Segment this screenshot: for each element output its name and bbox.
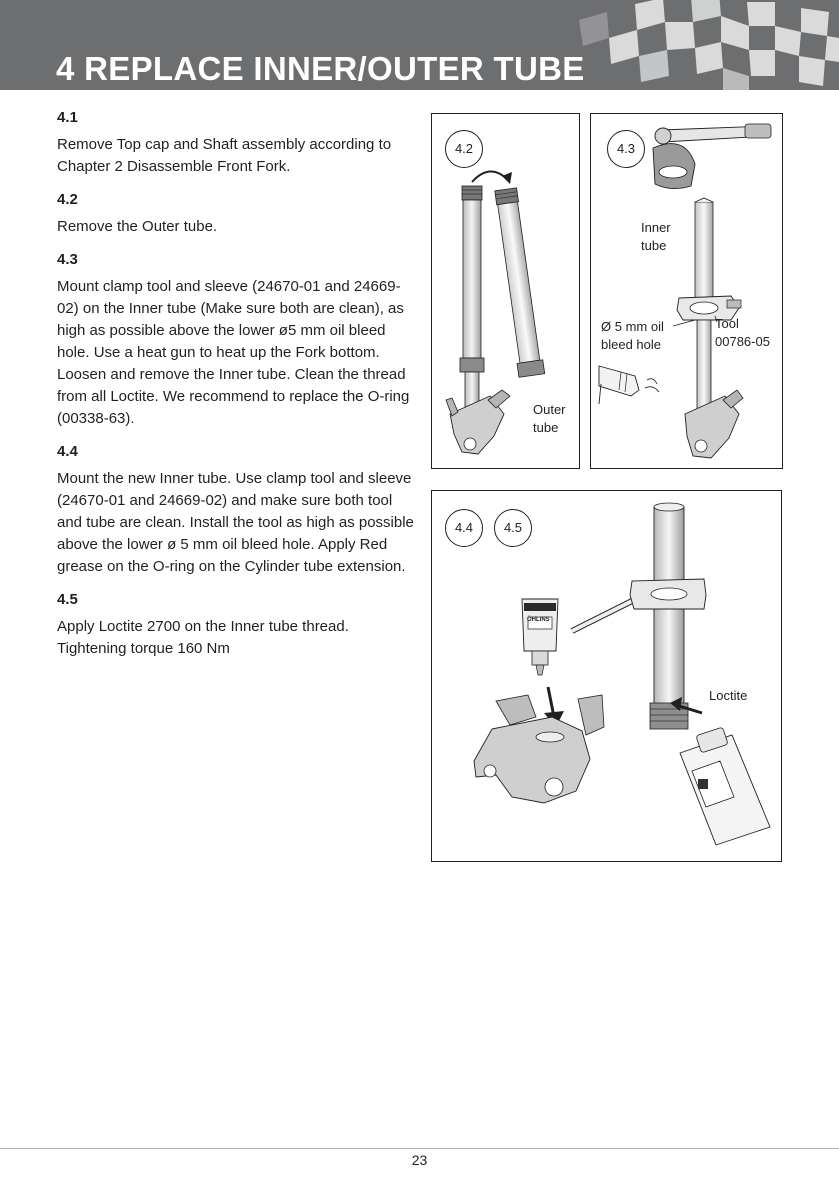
loctite-brand-label: ÖHLINS (527, 617, 550, 623)
step-text: Mount the new Inner tube. Use clamp tool and sleeve (24670-01 and 24669-02) and make sure both tool and tube are clean. Install the tool as high as possible above the lower ø 5 mm oil bleed hole. Apply Red grease on the O-ring on the Cylinder tube extension. (57, 470, 414, 575)
step-badge: 4.4 (445, 509, 483, 547)
step-number: 4.3 (57, 251, 78, 268)
outer-tube-label: Outer (533, 402, 566, 417)
tool-label: Tool (715, 316, 739, 331)
step-4-2 (57, 190, 415, 238)
step-4-5 (57, 590, 415, 660)
loctite-application-illustration (432, 491, 781, 861)
page-title: 4 REPLACE INNER/OUTER TUBE (56, 50, 585, 87)
step-number: 4.2 (57, 191, 78, 208)
step-text: Remove Top cap and Shaft assembly according to Chapter 2 Disassemble Front Fork. (57, 136, 392, 175)
bleed-hole-label: bleed hole (601, 337, 661, 352)
inner-tube-label: Inner (641, 220, 671, 235)
step-badge: 4.5 (494, 509, 532, 547)
page-number: 23 (411, 1152, 428, 1168)
step-4-3 (57, 250, 415, 430)
bleed-hole-label: Ø 5 mm oil (601, 319, 664, 334)
step-badge: 4.2 (445, 130, 483, 168)
step-text: Mount clamp tool and sleeve (24670-01 and 24669-02) on the Inner tube (Make sure both are clean), as high as possible above the lower ø5 mm oil bleed hole. Use a heat gun to heat up the Fork bottom. Loosen and remove the Inner tube. Clean the thread from all Loctite. We recommend to replace the O-ring (00338-63). (57, 278, 410, 427)
step-4-4 (57, 442, 415, 578)
step-badge: 4.3 (607, 130, 645, 168)
page-header (0, 0, 839, 90)
figure-4-3 (590, 113, 783, 469)
checkered-flag-graphic (569, 0, 839, 90)
step-4-1 (57, 108, 415, 178)
step-text: Apply Loctite 2700 on the Inner tube thread. Tightening torque 160 Nm (57, 618, 349, 657)
footer-divider (0, 1148, 839, 1149)
figure-4-2 (431, 113, 580, 469)
inner-tube-label: tube (641, 238, 667, 253)
tool-label: 00786-05 (715, 334, 770, 349)
step-number: 4.1 (57, 109, 78, 126)
step-number: 4.5 (57, 591, 78, 608)
outer-tube-label: tube (533, 420, 559, 435)
instructions-column (57, 108, 415, 672)
figure-4-4-4-5 (431, 490, 782, 862)
loctite-label: Loctite (709, 688, 748, 703)
step-text: Remove the Outer tube. (57, 218, 218, 235)
step-number: 4.4 (57, 443, 78, 460)
